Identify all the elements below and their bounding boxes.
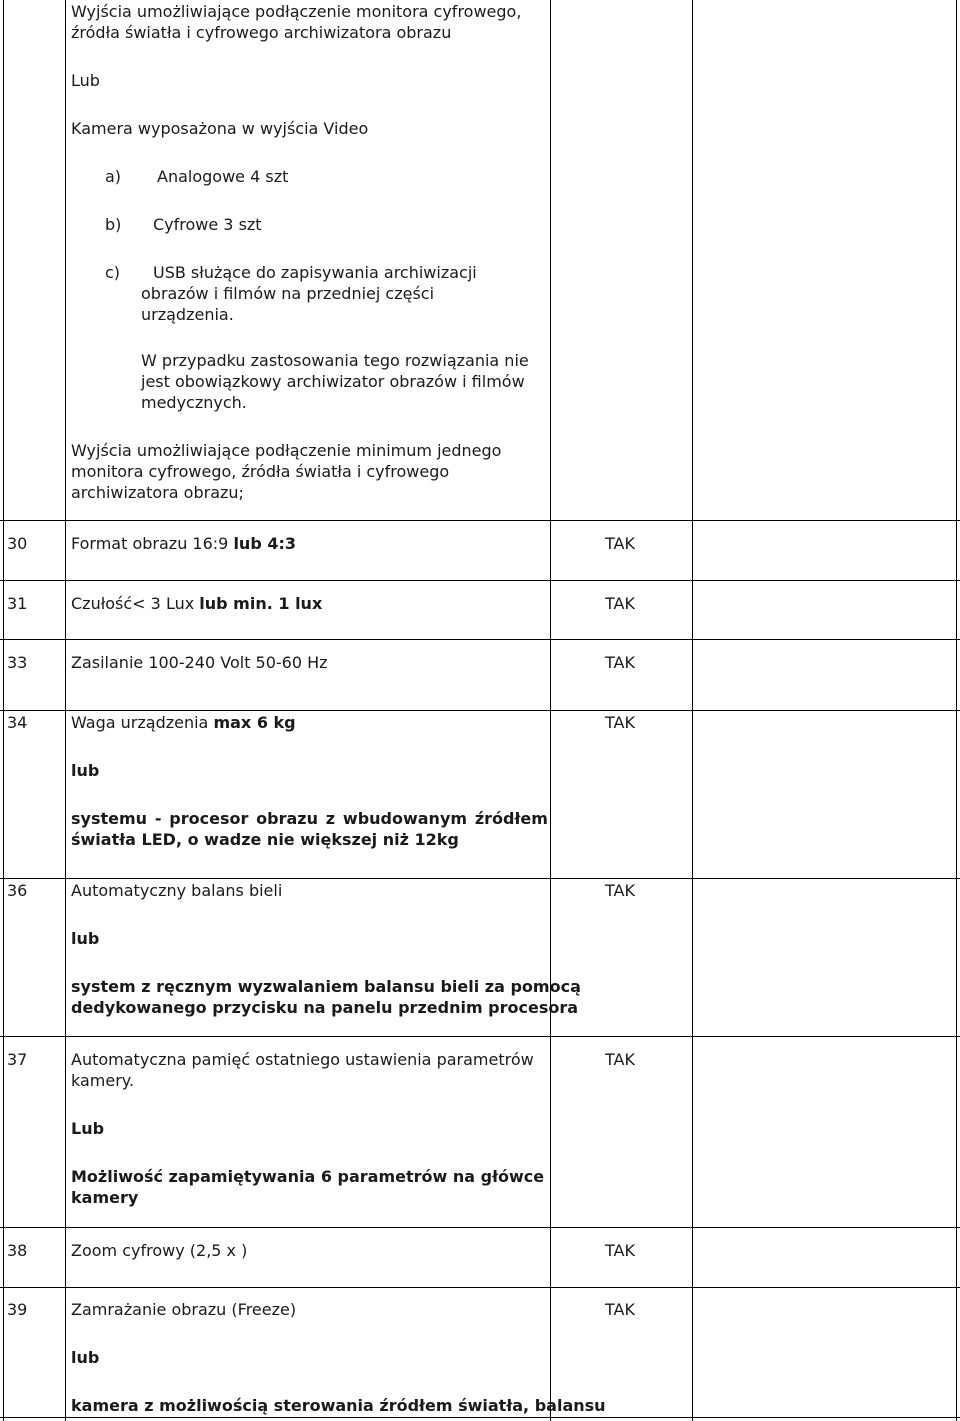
alt-line: dedykowanego przycisku na panelu przednim procesora — [71, 998, 579, 1017]
desc-line: monitora cyfrowego, źródła światła i cyfrowego — [71, 462, 450, 481]
row-description: Zoom cyfrowy (2,5 x ) — [71, 1241, 248, 1260]
or-label: Lub — [71, 71, 100, 90]
list-item: urządzenia. — [141, 305, 234, 324]
alt-word: - — [154, 809, 162, 828]
row-description: kamery. — [71, 1071, 135, 1090]
desc-line: Wyjścia umożliwiające podłączenie monitora cyfrowego, — [71, 2, 522, 21]
row-number: 30 — [7, 534, 28, 553]
row-description — [71, 593, 322, 614]
or-label: Lub — [71, 1119, 105, 1138]
or-label: lub — [71, 929, 100, 948]
alt-line: kamera z możliwością sterowania źródłem światła, balansu — [71, 1396, 606, 1415]
alt-line: światła LED, o wadze nie większej niż 12kg — [71, 830, 459, 849]
desc-line: Wyjścia umożliwiające podłączenie minimum jednego — [71, 441, 502, 460]
row-number: 34 — [7, 713, 28, 732]
row-number: 37 — [7, 1050, 28, 1069]
required-value: TAK — [605, 594, 635, 613]
row-description: Zasilanie 100-240 Volt 50-60 Hz — [71, 653, 328, 672]
row-divider — [0, 1417, 960, 1418]
row-divider — [0, 1287, 960, 1288]
required-value: TAK — [605, 1241, 635, 1260]
alt-word: źródłem — [474, 809, 548, 828]
row-number: 39 — [7, 1300, 28, 1319]
list-item: Analogowe 4 szt — [157, 167, 289, 186]
note-line: medycznych. — [141, 393, 247, 412]
required-value: TAK — [605, 713, 635, 732]
row-number: 33 — [7, 653, 28, 672]
alt-word: systemu — [71, 809, 148, 828]
alt-line: Możliwość zapamiętywania 6 parametrów na główce — [71, 1167, 545, 1186]
row-description — [71, 533, 296, 554]
list-item: USB służące do zapisywania archiwizacji — [153, 263, 477, 282]
alt-word: wbudowanym — [342, 809, 468, 828]
row-divider — [0, 710, 960, 711]
row-divider — [0, 1227, 960, 1228]
row-description — [71, 712, 296, 733]
row-divider — [0, 639, 960, 640]
or-label: lub — [71, 1348, 100, 1367]
list-item: obrazów i filmów na przedniej części — [141, 284, 435, 303]
desc-line: źródła światła i cyfrowego archiwizatora obrazu — [71, 23, 452, 42]
required-value: TAK — [605, 653, 635, 672]
or-label: lub — [71, 761, 100, 780]
desc-alt-text: lub 4:3 — [233, 534, 296, 553]
required-value: TAK — [605, 534, 635, 553]
row-divider — [0, 878, 960, 879]
desc-line: Kamera wyposażona w wyjścia Video — [71, 119, 369, 138]
row-number: 38 — [7, 1241, 28, 1260]
desc-text: Format obrazu 16:9 — [71, 534, 234, 553]
required-value: TAK — [605, 881, 635, 900]
row-description: Automatyczny balans bieli — [71, 881, 283, 900]
row-divider — [0, 580, 960, 581]
alt-line — [71, 808, 548, 829]
desc-text: Waga urządzenia — [71, 713, 214, 732]
required-value: TAK — [605, 1300, 635, 1319]
row-number: 36 — [7, 881, 28, 900]
list-marker: c) — [105, 263, 121, 282]
list-marker: a) — [105, 167, 122, 186]
row-description: Zamrażanie obrazu (Freeze) — [71, 1300, 297, 1319]
row-number: 31 — [7, 594, 28, 613]
row-divider — [0, 1036, 960, 1037]
desc-text: Czułość< 3 Lux — [71, 594, 200, 613]
required-value: TAK — [605, 1050, 635, 1069]
desc-line: archiwizatora obrazu; — [71, 483, 244, 502]
alt-line: kamery — [71, 1188, 139, 1207]
alt-line: system z ręcznym wyzwalaniem balansu bieli za pomocą — [71, 977, 581, 996]
note-line: jest obowiązkowy archiwizator obrazów i filmów — [141, 372, 525, 391]
note-line: W przypadku zastosowania tego rozwiązania nie — [141, 351, 529, 370]
alt-word: z — [325, 809, 336, 828]
list-item: Cyfrowe 3 szt — [153, 215, 262, 234]
alt-word: obrazu — [256, 809, 318, 828]
list-marker: b) — [105, 215, 122, 234]
row-divider — [0, 520, 960, 521]
alt-word: procesor — [169, 809, 249, 828]
desc-alt-text: max 6 kg — [213, 713, 296, 732]
desc-alt-text: lub min. 1 lux — [199, 594, 323, 613]
row-description: Automatyczna pamięć ostatniego ustawienia parametrów — [71, 1050, 534, 1069]
